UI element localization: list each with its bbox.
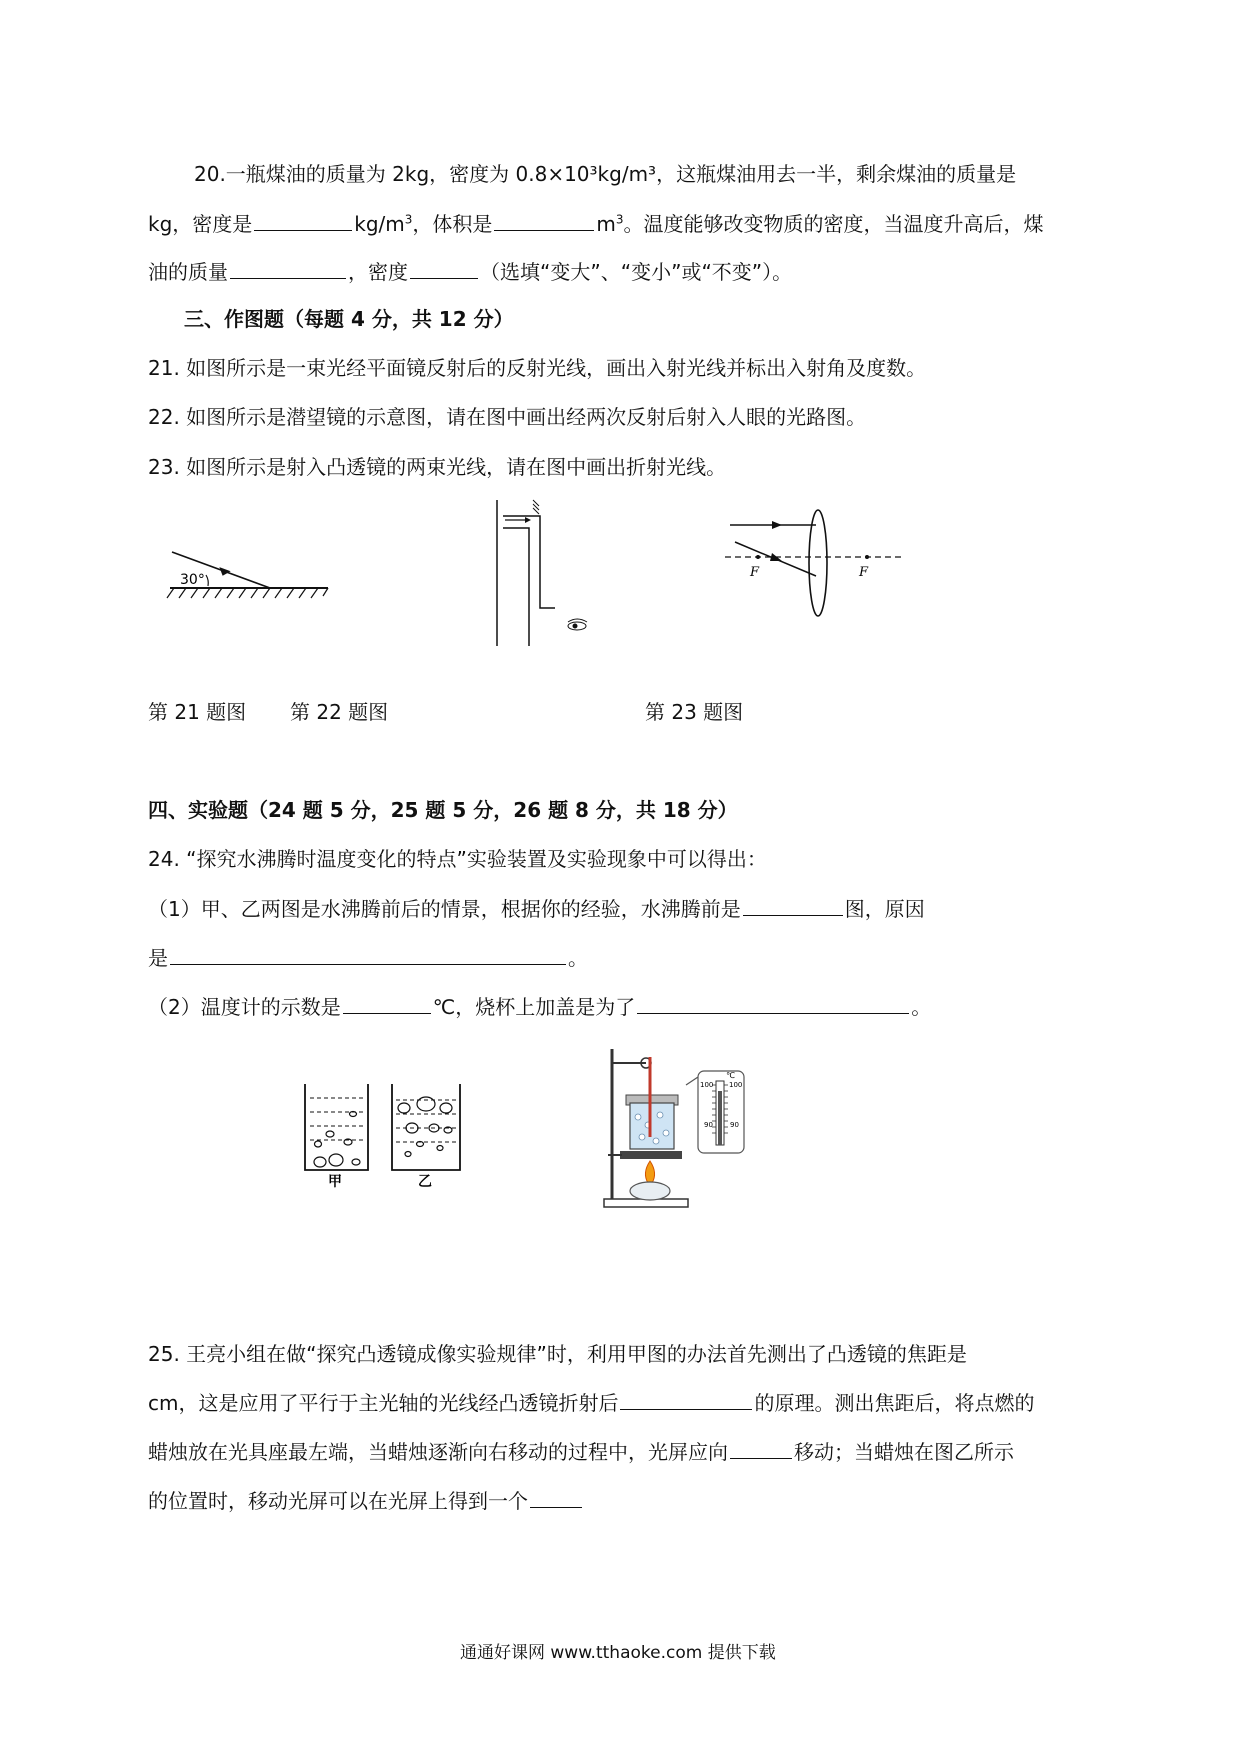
q25-line4 <box>148 1489 584 1513</box>
section-4-title: 四、实验题（24 题 5 分，25 题 5 分，26 题 8 分，共 18 分） <box>148 798 738 822</box>
thermometer-label-100-right: 100 <box>729 1081 743 1089</box>
thermometer-label-90-right: 90 <box>730 1121 739 1129</box>
q20-line3-text-a: 油的质量 <box>148 260 228 284</box>
q25-line3 <box>148 1440 1014 1464</box>
section-3-title: 三、作图题（每题 4 分，共 12 分） <box>184 307 514 331</box>
periscope-outer-wall <box>503 528 529 646</box>
q20-line3-text-b: ，密度 <box>348 260 408 284</box>
answer-blank[interactable] <box>170 946 566 965</box>
flame <box>645 1161 654 1183</box>
q24-part2-text-c: 。 <box>911 995 932 1019</box>
answer-blank[interactable] <box>730 1440 792 1459</box>
thermometer-liquid <box>718 1091 722 1145</box>
figure-22-periscope <box>495 498 620 648</box>
answer-blank[interactable] <box>637 995 909 1014</box>
ray-arrow <box>772 521 782 529</box>
q24-part1-text-c: 是 <box>148 946 168 970</box>
q24-part2-text-b: ℃，烧杯上加盖是为了 <box>432 995 636 1019</box>
q20-line1 <box>194 162 1016 186</box>
beaker-yi <box>392 1084 460 1170</box>
label-jia: 甲 <box>328 1174 342 1188</box>
thermometer-label-100-left: 100 <box>700 1081 714 1089</box>
footer-source: 通通好课网 www.tthaoke.com 提供下载 <box>460 1643 776 1663</box>
angle-label: 30° <box>180 572 205 588</box>
superscript-3: 3 <box>615 212 624 227</box>
thermometer-unit: ℃ <box>726 1071 735 1080</box>
q20-line2-text-c: ，体积是 <box>412 212 493 236</box>
q24-part2 <box>148 995 931 1019</box>
mirror-hatching <box>167 588 328 598</box>
q20-line2-text-e: 。温度能够改变物质的密度，当温度升高后，煤 <box>623 212 1044 236</box>
focus-label-left: F <box>750 565 760 580</box>
answer-blank[interactable] <box>254 212 352 231</box>
large-bubbles <box>398 1097 452 1157</box>
lens-outline <box>809 510 827 616</box>
q20-line2 <box>148 212 1044 236</box>
figure-21-plane-mirror <box>160 538 340 618</box>
q22-text: 22. 如图所示是潜望镜的示意图，请在图中画出经两次反射后射入人眼的光路图。 <box>148 405 867 429</box>
q20-line2-text-a: kg，密度是 <box>148 212 253 236</box>
answer-blank[interactable] <box>230 260 346 279</box>
caption-figure-22: 第 22 题图 <box>290 700 389 724</box>
q25-line1: 25. 王亮小组在做“探究凸透镜成像实验规律”时，利用甲图的办法首先测出了凸透镜的焦距是 <box>148 1342 967 1366</box>
q20-line1-text: 20.一瓶煤油的质量为 2kg，密度为 0.8×10³kg/m³，这瓶煤油用去一半，剩余煤油的质量是 <box>194 162 1017 186</box>
caption-figure-21: 第 21 题图 <box>148 700 247 724</box>
q20-line2-text-b: kg/m <box>354 212 405 236</box>
q23-text: 23. 如图所示是射入凸透镜的两束光线，请在图中画出折射光线。 <box>148 455 727 479</box>
alcohol-lamp <box>630 1182 670 1200</box>
caption-figure-23: 第 23 题图 <box>645 700 744 724</box>
answer-blank[interactable] <box>410 260 478 279</box>
top-mirror-hatching <box>533 500 539 514</box>
q24-part1-text-a: （1）甲、乙两图是水沸腾前后的情景，根据你的经验，水沸腾前是 <box>148 897 741 921</box>
answer-blank[interactable] <box>743 897 843 916</box>
q24-part1-line1 <box>148 897 925 921</box>
left-focus-point <box>756 555 760 559</box>
figure-24-boiling-apparatus <box>598 1045 748 1215</box>
q20-line2-text-d: m <box>596 212 616 236</box>
small-bubbles <box>314 1112 360 1168</box>
q21-text: 21. 如图所示是一束光经平面镜反射后的反射光线，画出入射光线并标出入射角及度数。 <box>148 356 927 380</box>
q25-line2 <box>148 1391 1034 1415</box>
focus-label-right: F <box>859 565 869 580</box>
q25-line3-text-a: 蜡烛放在光具座最左端，当蜡烛逐渐向右移动的过程中，光屏应向 <box>148 1440 728 1464</box>
q25-line2-text-b: 的原理。测出焦距后，将点燃的 <box>754 1391 1035 1415</box>
superscript-3: 3 <box>404 212 413 227</box>
beaker <box>630 1103 674 1149</box>
answer-blank[interactable] <box>620 1391 752 1410</box>
q24-part2-text-a: （2）温度计的示数是 <box>148 995 341 1019</box>
ray-arrow <box>525 517 531 523</box>
thermometer-label-90-left: 90 <box>704 1121 713 1129</box>
q25-line3-text-b: 移动；当蜡烛在图乙所示 <box>794 1440 1014 1464</box>
angle-arc <box>206 575 208 586</box>
wire-gauze <box>620 1151 682 1159</box>
eye-icon <box>568 619 587 630</box>
answer-blank[interactable] <box>494 212 594 231</box>
q24-stem: 24. “探究水沸腾时温度变化的特点”实验装置及实验现象中可以得出： <box>148 847 767 871</box>
q24-part1-text-d: 。 <box>568 946 588 970</box>
figure-24-beakers <box>300 1078 475 1188</box>
answer-blank[interactable] <box>343 995 431 1014</box>
answer-blank[interactable] <box>530 1489 582 1508</box>
q24-part1-line2 <box>148 946 588 970</box>
beaker-jia <box>305 1084 368 1170</box>
q20-line3-text-c: （选填“变大”、“变小”或“不变”）。 <box>480 260 793 284</box>
q25-line2-text-a: cm，这是应用了平行于主光轴的光线经凸透镜折射后 <box>148 1391 619 1415</box>
q25-line4-text-a: 的位置时，移动光屏可以在光屏上得到一个 <box>148 1489 528 1513</box>
q24-part1-text-b: 图，原因 <box>844 897 925 921</box>
figure-23-convex-lens <box>720 508 910 618</box>
right-focus-point <box>865 555 869 559</box>
q20-line3 <box>148 260 792 284</box>
label-yi: 乙 <box>418 1174 432 1188</box>
